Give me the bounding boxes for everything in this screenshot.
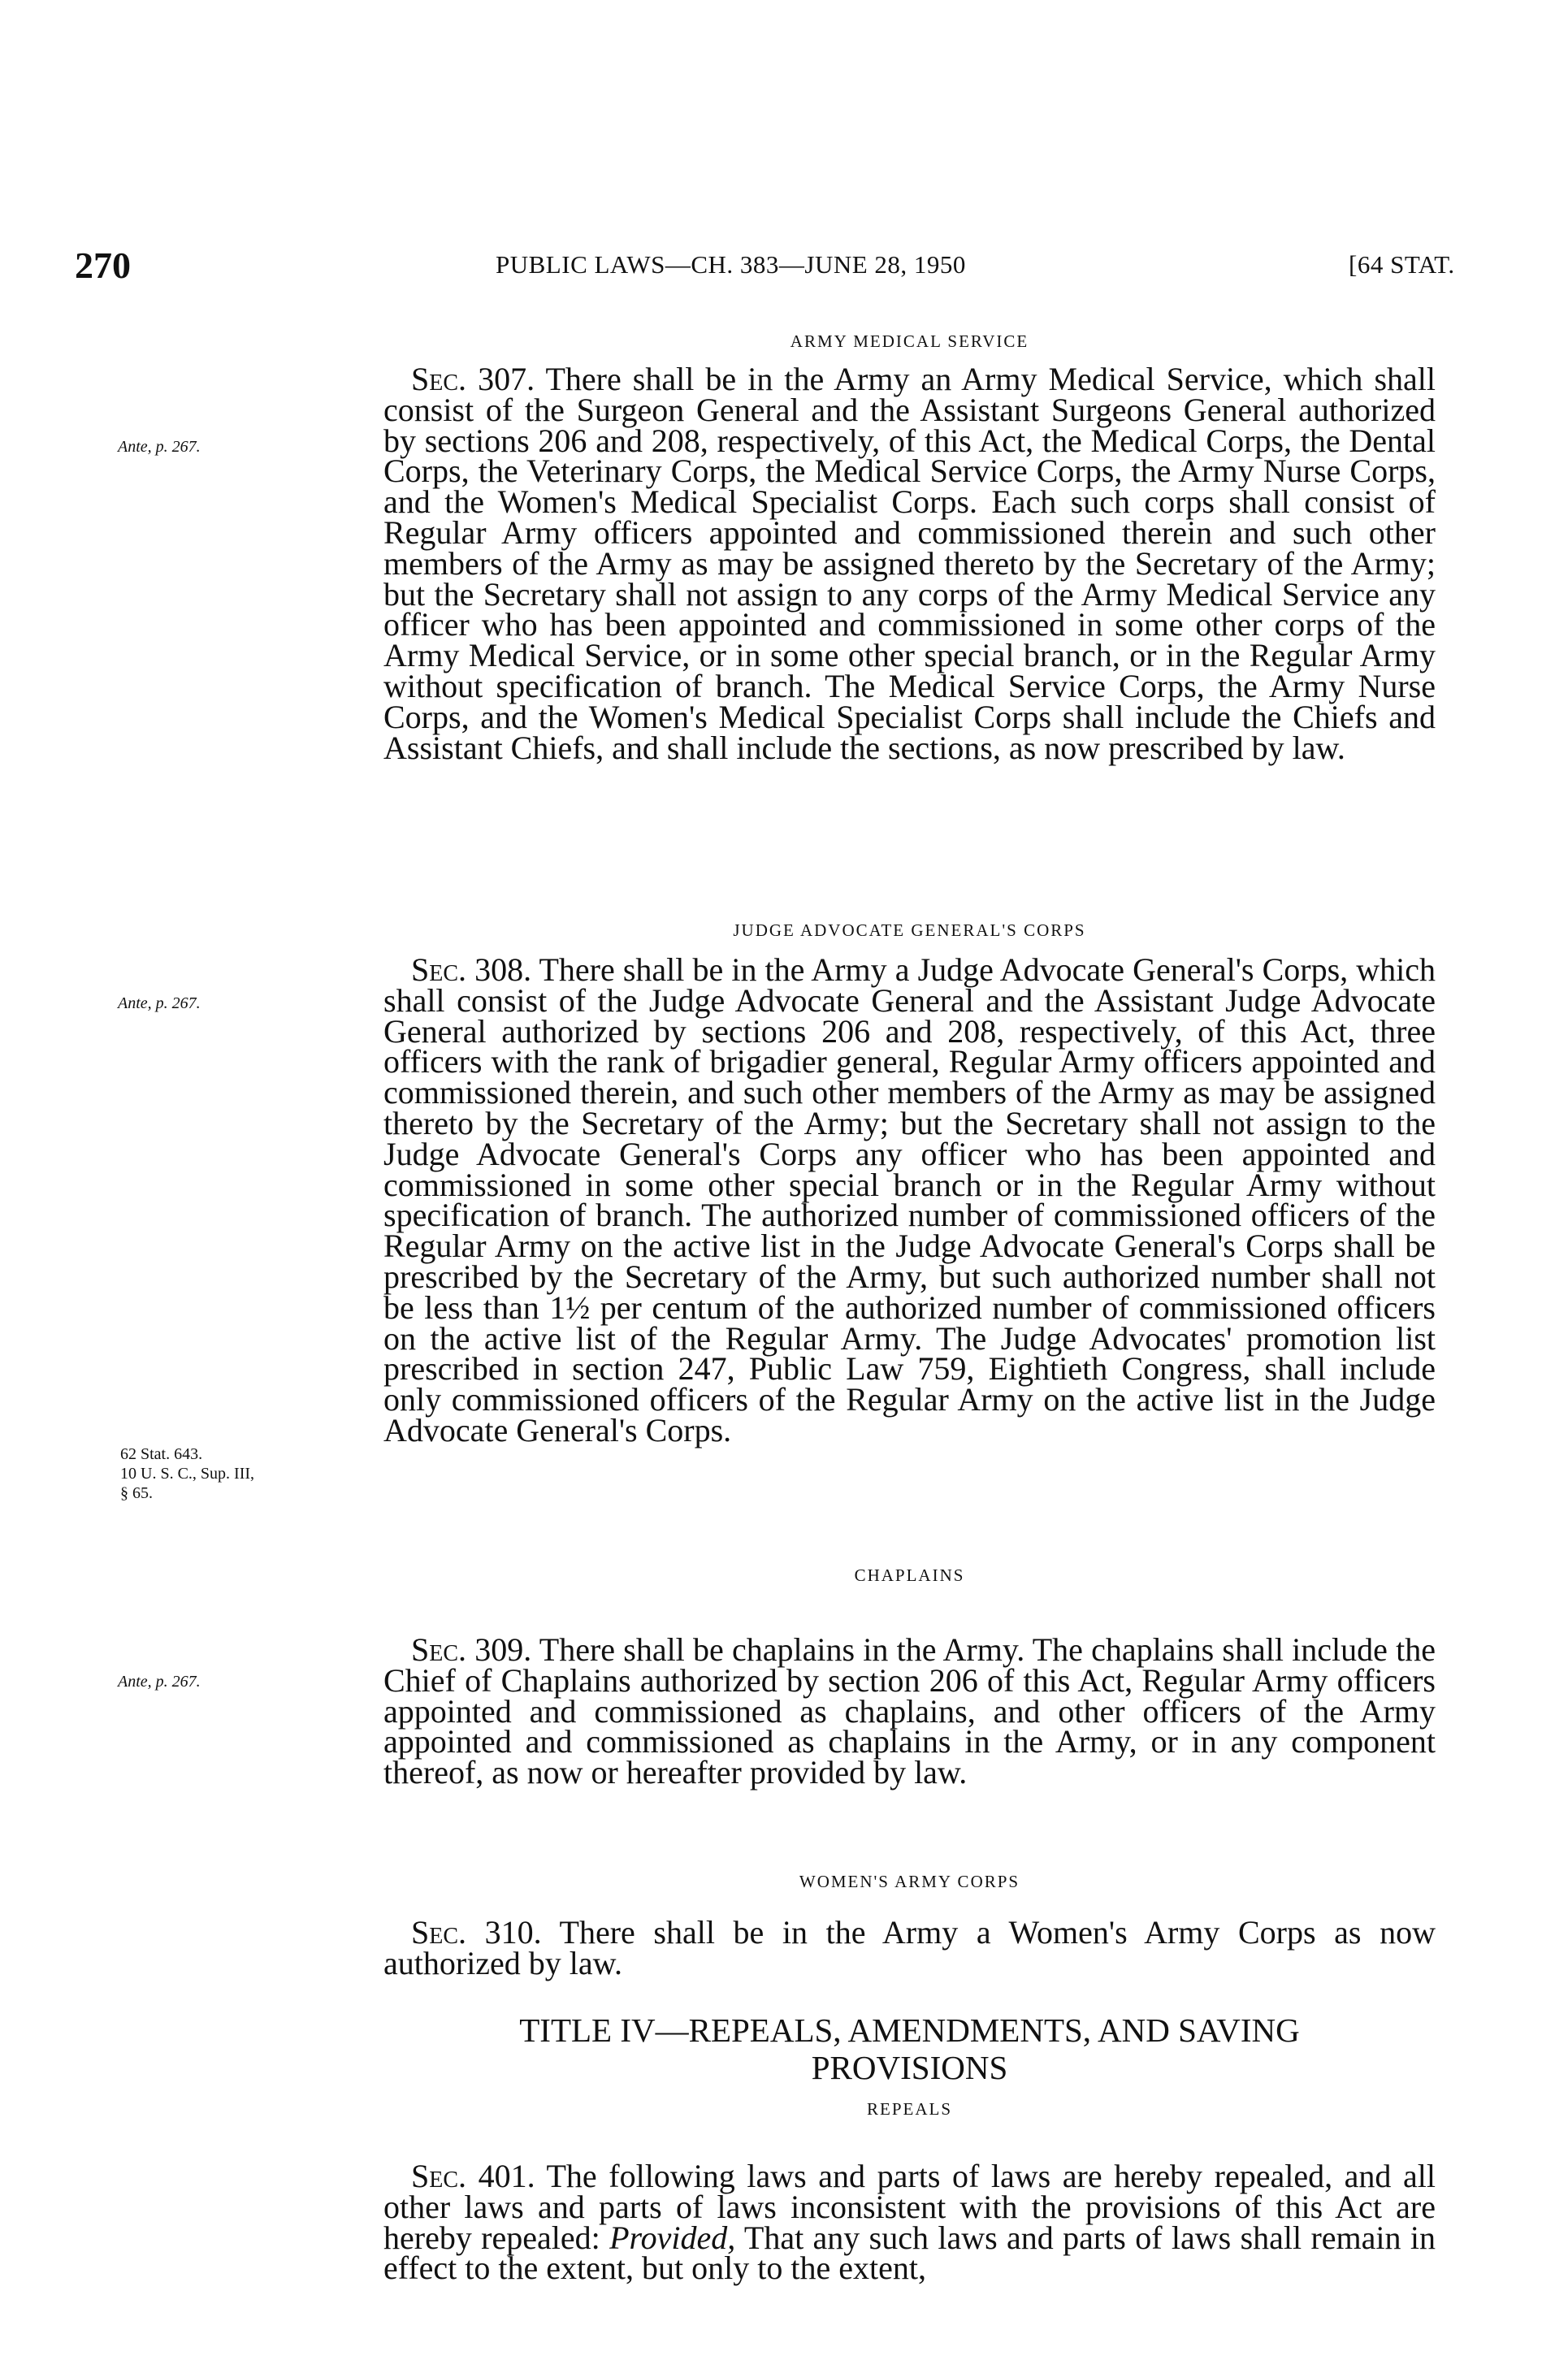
page-number: 270 <box>75 245 131 286</box>
section-text: 309. There shall be chaplains in the Army. The chaplains shall include the Chief of Chaplains authorized by section 206 of this Act, Regular Army officers appointed and commissioned as chaplains, and other officers of the Army appointed and commissioned as chaplains in the Army, or in any component thereof, as now or hereafter provided by law. <box>383 1631 1436 1791</box>
provided-proviso: Provided, <box>609 2219 736 2256</box>
section-womens-army-corps <box>383 1872 1436 1892</box>
section-heading: JUDGE ADVOCATE GENERAL'S CORPS <box>733 920 1086 940</box>
section-paragraph <box>383 951 1436 1448</box>
citation-line: 10 U. S. C., Sup. III, <box>120 1465 255 1483</box>
section-paragraph <box>383 1631 1436 1791</box>
sec-307-body <box>383 361 1436 766</box>
title-iv-heading <box>383 2011 1436 2086</box>
section-label: Sec. <box>411 361 467 397</box>
margin-citation-statute <box>120 1444 254 1503</box>
section-heading: WOMEN'S ARMY CORPS <box>799 1872 1020 1891</box>
section-paragraph <box>383 2158 1436 2287</box>
section-paragraph <box>383 361 1436 766</box>
section-paragraph <box>383 1914 1436 1981</box>
citation-line: 62 Stat. 643. <box>120 1445 203 1463</box>
section-label: Sec. <box>411 1631 467 1668</box>
section-text: 401. The following laws and parts of laws are hereby repealed, and all other laws and parts of laws inconsistent with the provisions of this Act are hereby repealed: <box>383 2158 1436 2256</box>
margin-note-sec308: Ante, p. 267. <box>118 994 201 1012</box>
section-label: Sec. <box>411 951 467 988</box>
title-heading-line: TITLE IV—REPEALS, AMENDMENTS, AND SAVING <box>519 2011 1300 2049</box>
section-text: 308. There shall be in the Army a Judge Advocate General's Corps, which shall consist of the Judge Advocate General and the Assistant Judge Advocate General authorized by sections 206 and 208, respectively, of this Act, three officers with the rank of brigadier general, Regular Army officers appointed and commissioned therein, and such other members of the Army as may be assigned thereto by the Secretary of the Army; but the Secretary shall not assign to the Judge Advocate General's Corps any officer who has been appointed and commissioned in some other special branch or in the Regular Army without specification of branch. The authorized number of commissioned officers of the Regular Army on the active list in the Judge Advocate General's Corps shall be prescribed by the Secretary of the Army, but such authorized number shall not be less than 1½ per centum of the authorized number of commissioned officers on the active list of the Regular Army. The Judge Advocates' promotion list prescribed in section 247, Public Law 759, Eightieth Congress, shall include only commissioned officers of the Regular Army on the active list in the Judge Advocate General's Corps. <box>383 951 1436 1448</box>
margin-note-sec307: Ante, p. 267. <box>118 438 201 456</box>
margin-note-sec309: Ante, p. 267. <box>118 1673 201 1691</box>
section-army-medical-service <box>383 331 1436 352</box>
section-judge-advocate <box>383 920 1436 941</box>
section-heading: ARMY MEDICAL SERVICE <box>790 331 1029 351</box>
title-heading-line: PROVISIONS <box>811 2049 1008 2086</box>
volume-reference: [64 STAT. <box>1349 250 1455 279</box>
section-label: Sec. <box>411 2158 467 2194</box>
section-text: 307. There shall be in the Army an Army Medical Service, which shall consist of the Surgeon General and the Assistant Surgeons General authorized by sections 206 and 208, respectively, of this Act, the Medical Corps, the Dental Corps, the Veterinary Corps, the Medical Service Corps, the Army Nurse Corps, and the Women's Medical Specialist Corps. Each such corps shall consist of Regular Army officers appointed and commissioned therein and such other members of the Army as may be assigned thereto by the Secretary of the Army; but the Secretary shall not assign to any corps of the Army Medical Service any officer who has been appointed and commissioned in some other corps of the Army Medical Service, or in some other special branch, or in the Regular Army without specification of branch. The Medical Service Corps, the Army Nurse Corps, and the Women's Medical Specialist Corps shall include the Chiefs and Assistant Chiefs, and shall include the sections, as now prescribed by law. <box>383 361 1436 766</box>
sec-401-body <box>383 2158 1436 2287</box>
section-label: Sec. <box>411 1914 467 1951</box>
sec-308-body <box>383 951 1436 1448</box>
sec-310-body <box>383 1914 1436 1981</box>
citation-line: § 65. <box>120 1484 153 1502</box>
section-heading: CHAPLAINS <box>854 1565 965 1585</box>
section-text: 310. There shall be in the Army a Women's Army Corps as now authorized by law. <box>383 1914 1436 1981</box>
running-title: PUBLIC LAWS—CH. 383—JUNE 28, 1950 <box>496 250 966 279</box>
section-heading: REPEALS <box>866 2099 952 2119</box>
sec-309-body <box>383 1631 1436 1791</box>
section-text-continued: That any such laws and parts of laws shall remain in effect to the extent, but only to the extent, <box>383 2219 1436 2287</box>
section-repeals <box>383 2099 1436 2120</box>
section-chaplains <box>383 1565 1436 1586</box>
